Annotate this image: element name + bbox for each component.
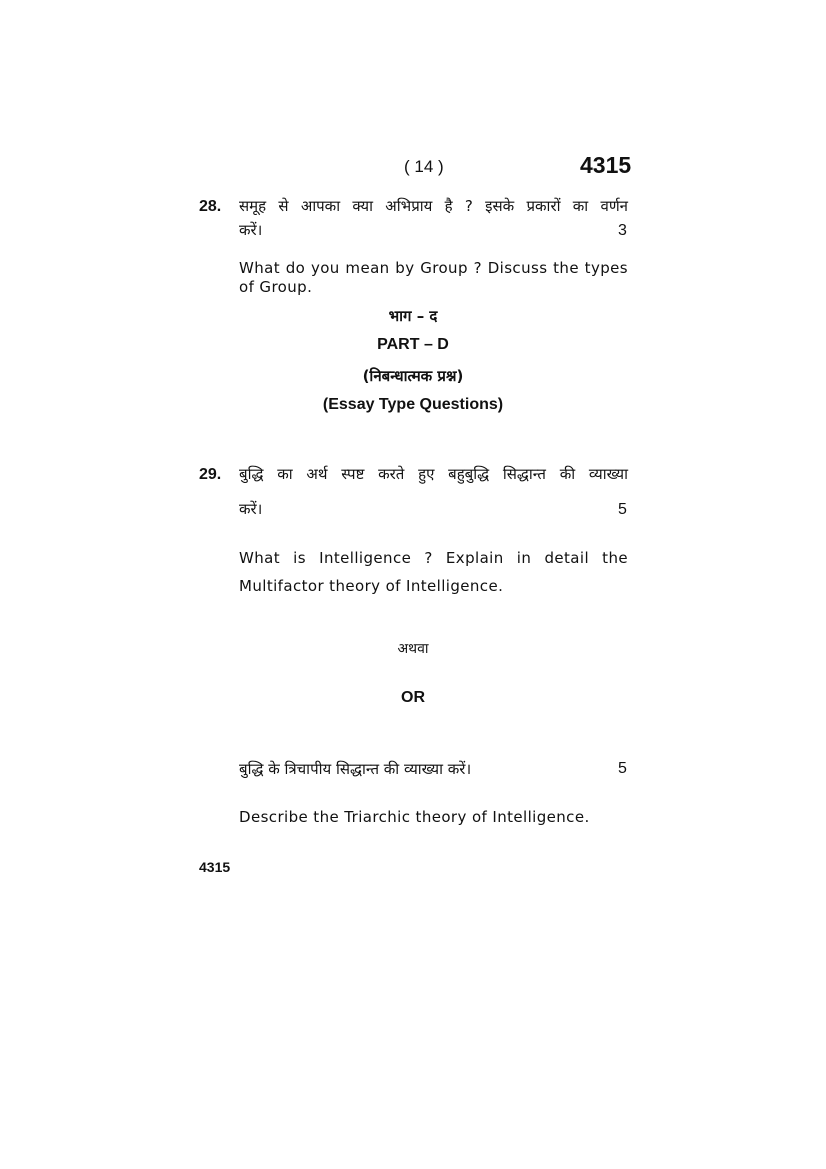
question-hindi-line: समूह से आपका क्या अभिप्राय है ? इसके प्रकारों का वर्णन bbox=[239, 197, 628, 215]
question-hindi-line: बुद्धि का अर्थ स्पष्ट करते हुए बहुबुद्धि सिद्धान्त की व्याख्या bbox=[239, 465, 628, 483]
question-english-line: What do you mean by Group ? Discuss the types bbox=[239, 259, 628, 277]
section-subtitle: (Essay Type Questions) bbox=[322, 396, 504, 413]
page-number: ( 14 ) bbox=[404, 157, 444, 176]
paper-code-header: 4315 bbox=[580, 152, 632, 178]
question-hindi-line: करें। bbox=[239, 500, 263, 518]
paper-code-footer: 4315 bbox=[199, 859, 231, 875]
section-hindi-subtitle: (निबन्धात्मक प्रश्न) bbox=[362, 367, 464, 385]
question-hindi-line: करें। bbox=[239, 221, 263, 239]
question-number: 29. bbox=[199, 466, 222, 483]
question-number: 28. bbox=[199, 198, 222, 215]
question-marks: 3 bbox=[618, 222, 627, 239]
question-marks: 5 bbox=[618, 760, 627, 777]
question-english-line: What is Intelligence ? Explain in detail the bbox=[239, 549, 628, 567]
section-hindi-title: भाग – द bbox=[388, 307, 438, 325]
question-marks: 5 bbox=[618, 501, 627, 518]
or-hindi: अथवा bbox=[397, 641, 429, 657]
or-english: OR bbox=[401, 689, 425, 706]
question-english-line: Multifactor theory of Intelligence. bbox=[239, 577, 504, 595]
alternate-question-hindi: बुद्धि के त्रिचापीय सिद्धान्त की व्याख्या करें। bbox=[239, 760, 472, 778]
alternate-question-english: Describe the Triarchic theory of Intelligence. bbox=[239, 808, 590, 826]
section-title: PART – D bbox=[377, 336, 449, 353]
question-english-line: of Group. bbox=[239, 278, 313, 296]
